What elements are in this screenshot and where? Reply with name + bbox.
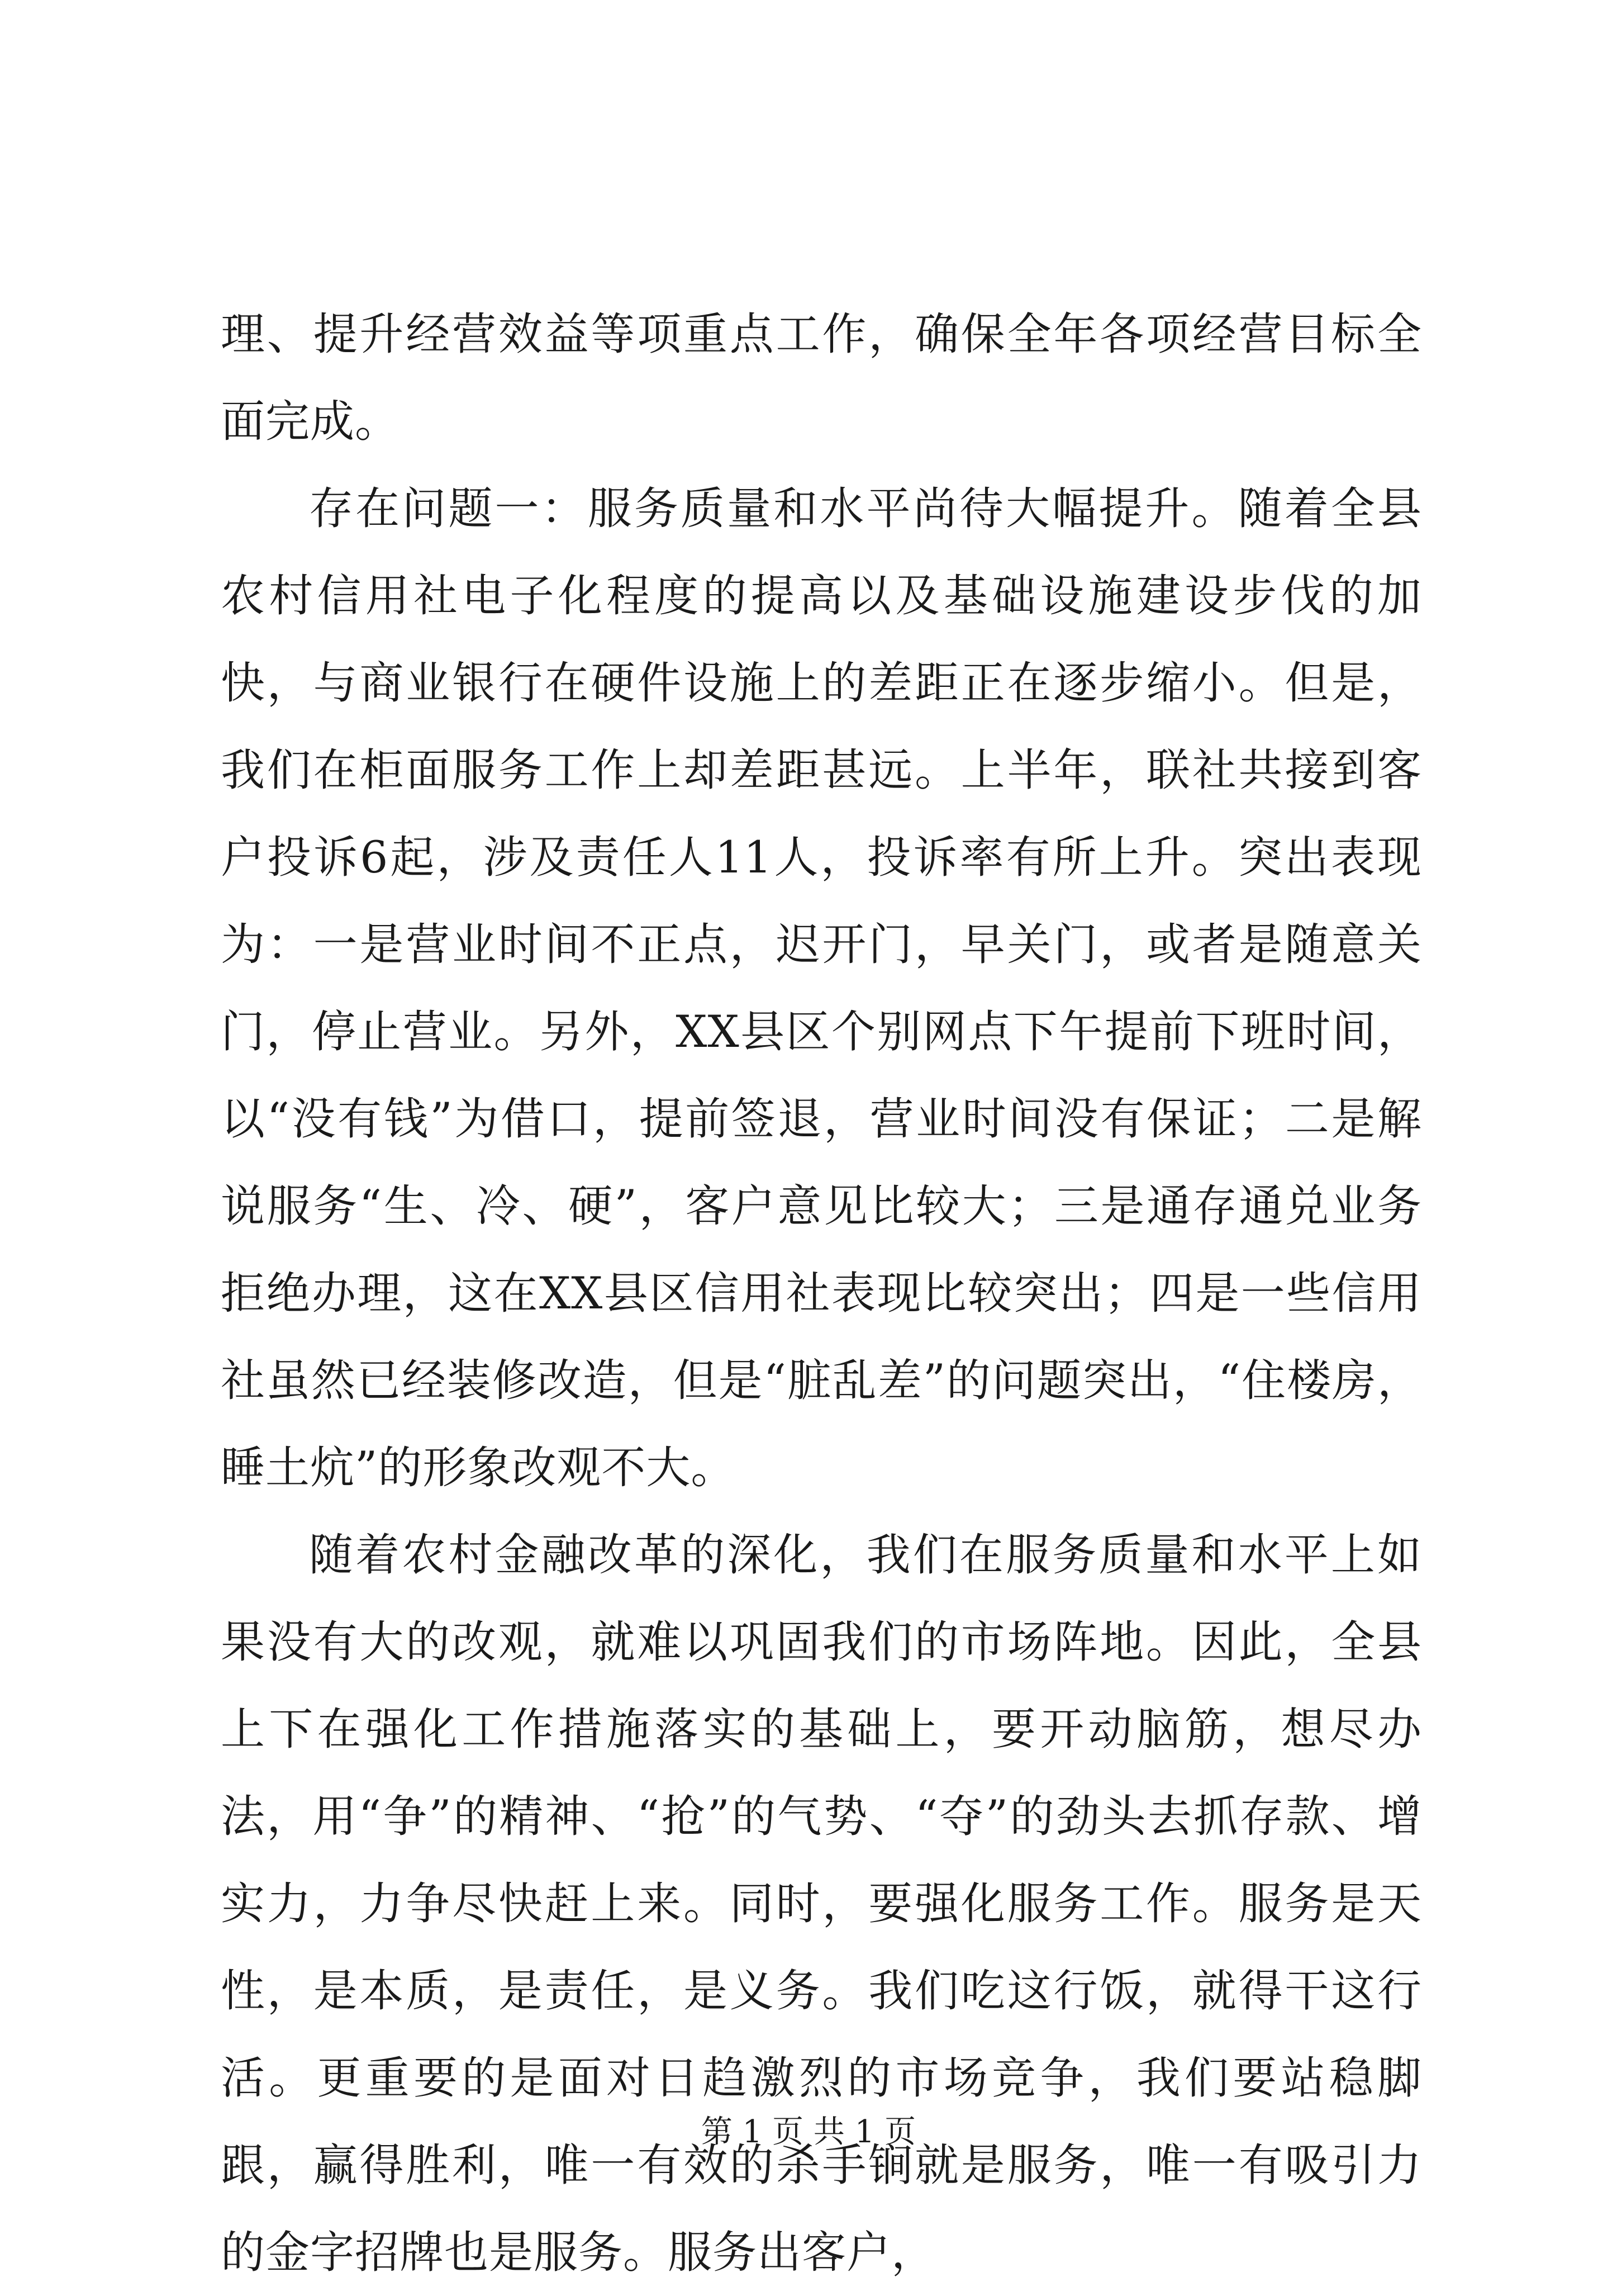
page-footer: 第 1 页 共 1 页 bbox=[701, 2114, 916, 2150]
body-text bbox=[221, 291, 1422, 2296]
paragraph-service-issue: 存在问题一：服务质量和水平尚待大幅提升。随着全县农村信用社电子化程度的提高以及基础设施建设步伐的加快，与商业银行在硬件设施上的差距正在逐步缩小。但是，我们在柜面服务工作上却差距甚远。上半年，联社共接到客户投诉6起，涉及责任人11人，投诉率有所上升。突出表现为：一是营业时间不正点，迟开门，早关门，或者是随意关门，停止营业。另外，XX县区个别网点下午提前下班时间，以“没有钱”为借口，提前签退，营业时间没有保证；二是解说服务“生、冷、硬”，客户意见比较大；三是通存通兑业务拒绝办理，这在XX县区信用社表现比较突出；四是一些信用社虽然已经装修改造，但是“脏乱差”的问题突出，“住楼房，睡土炕”的形象改观不大。 bbox=[221, 483, 1422, 1493]
paragraph-continuation: 理、提升经营效益等项重点工作，确保全年各项经营目标全面完成。 bbox=[221, 309, 1422, 447]
paragraph-reform: 随着农村金融改革的深化，我们在服务质量和水平上如果没有大的改观，就难以巩固我们的市场阵地。因此，全县上下在强化工作措施落实的基础上，要开动脑筋，想尽办法，用“争”的精神、“抢”的气势、“夺”的劲头去抓存款、增实力，力争尽快赶上来。同时，要强化服务工作。服务是天性，是本质，是责任，是义务。我们吃这行饭，就得干这行活。更重要的是面对日趋激烈的市场竞争，我们要站稳脚跟，赢得胜利，唯一有效的杀手锏就是服务，唯一有吸引力的金字招牌也是服务。服务出客户， bbox=[221, 1529, 1422, 2278]
